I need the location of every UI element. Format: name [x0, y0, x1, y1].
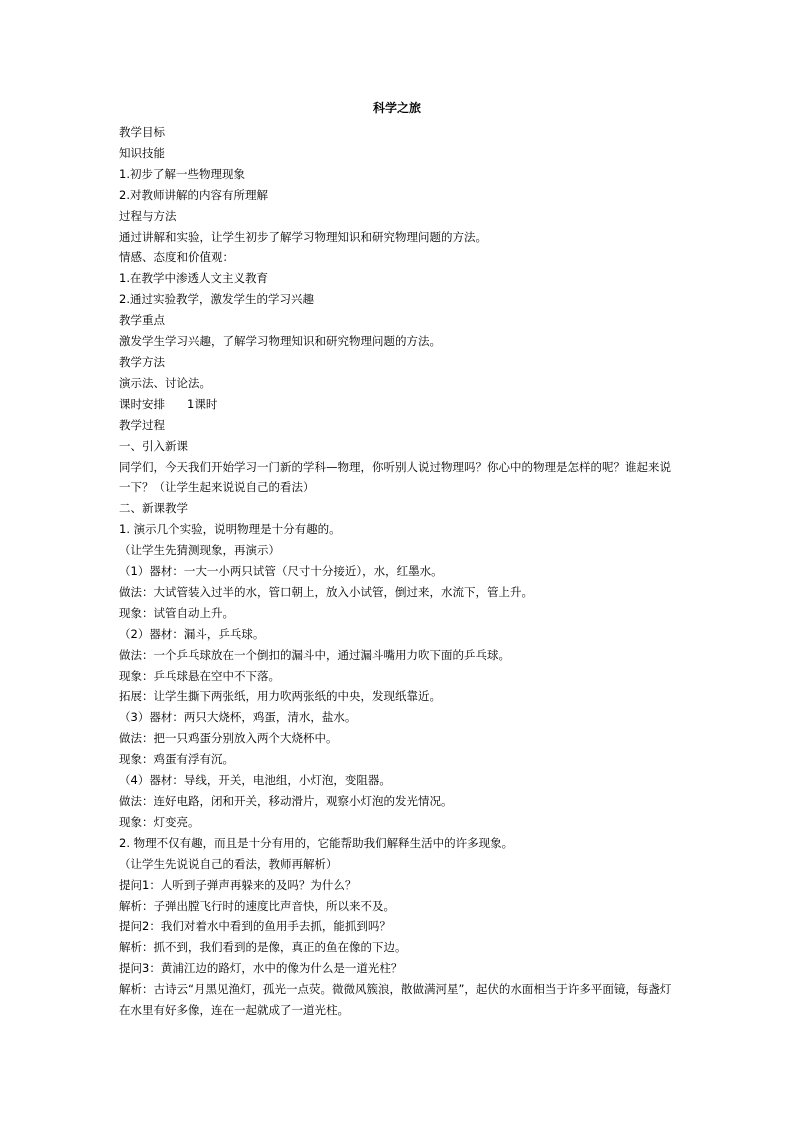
text-line: 解析：抓不到，我们看到的是像，真正的鱼在像的下边。 — [119, 940, 407, 955]
text-line: （2）器材：漏斗，乒乓球。 — [119, 626, 265, 641]
text-line: 拓展：让学生撕下两张纸，用力吹两张纸的中央，发现纸靠近。 — [119, 689, 441, 704]
text-line: （3）器材：两只大烧杯，鸡蛋，清水，盐水。 — [119, 710, 357, 725]
heading-process-methods: 过程与方法 — [119, 208, 177, 223]
heading-teaching-goals: 教学目标 — [119, 125, 165, 139]
text-line: 1.初步了解一些物理现象 — [119, 166, 245, 181]
text-line: 1. 演示几个实验，说明物理是十分有趣的。 — [119, 522, 341, 537]
document-title: 科学之旅 — [372, 101, 421, 115]
text-line: （4）器材：导线，开关，电池组，小灯泡，变阻器。 — [119, 773, 391, 788]
text-line: 现象：乒乓球悬在空中不下落。 — [119, 668, 280, 683]
heading-teaching-methods: 教学方法 — [119, 354, 165, 369]
text-line: 提问3：黄浦江边的路灯，水中的像为什么是一道光柱？ — [119, 961, 403, 976]
text-line: （让学生先猜测现象，再演示） — [119, 543, 280, 558]
text-line: 1.在教学中渗透人文主义教育 — [119, 271, 268, 286]
paragraph: 解析：古诗云“月黑见渔灯，孤光一点荧。微微风簇浪，散做满河星”，起伏的水面相当于许多平面镜，每盏灯在水里有好多像，连在一起就成了一道光柱。 — [119, 982, 672, 1018]
text-line: 做法：一个乒乓球放在一个倒扣的漏斗中，通过漏斗嘴用力吹下面的乒乓球。 — [119, 647, 510, 662]
section-heading: 一、引入新课 — [119, 438, 188, 453]
document-body — [119, 122, 679, 1021]
text-line: 激发学生学习兴趣，了解学习物理知识和研究物理问题的方法。 — [119, 334, 441, 349]
schedule-value: 1课时 — [187, 396, 218, 411]
text-line: 演示法、讨论法。 — [119, 375, 211, 390]
heading-teaching-process: 教学过程 — [119, 417, 165, 432]
heading-knowledge-skills: 知识技能 — [119, 145, 165, 160]
paragraph: 同学们，今天我们开始学习一门新的学科—物理，你听别人说过物理吗？你心中的物理是怎样的呢？谁起来说一下？（让学生起来说说自己的看法） — [119, 459, 671, 495]
text-line: 通过讲解和实验，让学生初步了解学习物理知识和研究物理问题的方法。 — [119, 229, 487, 244]
text-line: 2.通过实验教学，激发学生的学习兴趣 — [119, 292, 314, 307]
text-line: 做法：大试管装入过半的水，管口朝上，放入小试管，倒过来，水流下，管上升。 — [119, 584, 533, 599]
heading-attitudes-values: 情感、态度和价值观： — [119, 250, 234, 265]
text-line: （1）器材：一大一小两只试管（尺寸十分接近），水，红墨水。 — [119, 564, 443, 579]
text-line: 2.对教师讲解的内容有所理解 — [119, 187, 268, 202]
text-line: 提问2：我们对着水中看到的鱼用手去抓，能抓到吗？ — [119, 919, 391, 934]
text-line: 现象：灯变亮。 — [119, 814, 200, 829]
text-line: （让学生先说说自己的看法，教师再解析） — [119, 856, 338, 871]
text-line: 现象：鸡蛋有浮有沉。 — [119, 752, 234, 767]
schedule-label: 课时安排 — [119, 396, 165, 411]
text-line: 解析：子弹出膛飞行时的速度比声音快，所以来不及。 — [119, 898, 395, 913]
text-line: 提问1：人听到子弹声再躲来的及吗？为什么？ — [119, 877, 357, 892]
section-heading: 二、新课教学 — [119, 501, 188, 516]
text-line: 做法：连好电路，闭和开关，移动滑片，观察小灯泡的发光情况。 — [119, 794, 453, 808]
text-line: 做法：把一只鸡蛋分别放入两个大烧杯中。 — [119, 731, 338, 746]
heading-key-points: 教学重点 — [119, 313, 165, 328]
text-line: 现象：试管自动上升。 — [119, 605, 234, 620]
text-line: 2. 物理不仅有趣，而且是十分有用的，它能帮助我们解释生活中的许多现象。 — [119, 835, 514, 850]
schedule-line — [119, 394, 679, 415]
